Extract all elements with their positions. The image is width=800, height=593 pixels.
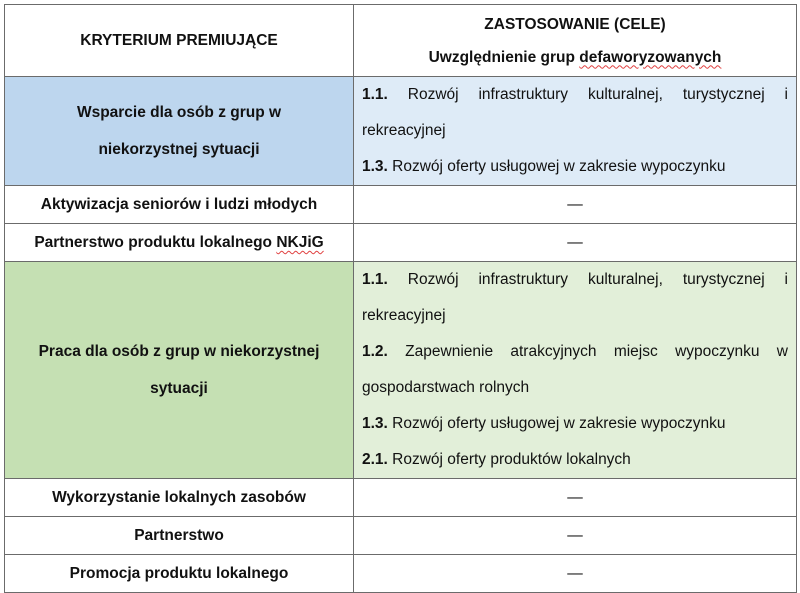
criterion-label: Wykorzystanie lokalnych zasobów <box>52 489 306 506</box>
goal-item <box>362 149 788 185</box>
goal-number: 1.3. <box>362 415 388 432</box>
goal-number: 2.1. <box>362 451 388 468</box>
criterion-cell <box>5 224 354 262</box>
goal-item <box>362 262 788 334</box>
criterion-cell <box>5 517 354 555</box>
table-row <box>5 224 797 262</box>
header-criterion-label: KRYTERIUM PREMIUJĄCE <box>80 32 278 49</box>
goals-cell <box>354 77 797 186</box>
goal-number: 1.1. <box>362 271 388 288</box>
subtitle-prefix: Uwzględnienie grup <box>428 48 580 66</box>
criterion-cell <box>5 186 354 224</box>
criterion-label: Wsparcie dla osób z grup w niekorzystnej sytuacji <box>76 104 282 158</box>
goals-cell <box>354 262 797 479</box>
goal-text: Rozwój oferty usługowej w zakresie wypoczynku <box>387 415 726 432</box>
dash-value: — <box>567 526 583 544</box>
criterion-label: Aktywizacja seniorów i ludzi młodych <box>40 196 318 213</box>
goal-text: Rozwój oferty produktów lokalnych <box>387 451 631 468</box>
header-application <box>354 5 797 77</box>
criterion-flagged-word: NKJiG <box>276 234 324 251</box>
criterion-label: Praca dla osób z grup w niekorzystnej sytuacji <box>38 343 320 397</box>
criterion-label: Promocja produktu lokalnego <box>69 565 289 582</box>
goal-text: Rozwój infrastruktury kulturalnej, turystycznej i rekreacyjnej <box>362 271 788 324</box>
value-cell <box>354 186 797 224</box>
header-application-subtitle <box>362 41 788 74</box>
criterion-cell <box>5 555 354 593</box>
value-cell <box>354 479 797 517</box>
criteria-table <box>4 4 797 593</box>
criterion-cell <box>5 262 354 479</box>
header-criterion <box>5 5 354 77</box>
table-row <box>5 262 797 479</box>
criterion-cell <box>5 77 354 186</box>
dash-value: — <box>567 233 583 251</box>
value-cell <box>354 224 797 262</box>
goal-item <box>362 334 788 406</box>
table-row <box>5 77 797 186</box>
subtitle-flagged-word: defaworyzowanych <box>579 48 722 66</box>
goal-item <box>362 442 788 478</box>
goal-text: Zapewnienie atrakcyjnych miejsc wypoczynku w gospodarstwach rolnych <box>362 343 788 396</box>
dash-value: — <box>567 564 583 582</box>
criterion-cell <box>5 479 354 517</box>
table-row <box>5 479 797 517</box>
goal-number: 1.1. <box>362 86 388 103</box>
goal-text: Rozwój oferty usługowej w zakresie wypoczynku <box>387 158 726 175</box>
goal-number: 1.2. <box>362 343 388 360</box>
value-cell <box>354 517 797 555</box>
criterion-label: Partnerstwo <box>134 527 224 544</box>
table-row <box>5 555 797 593</box>
goal-text: Rozwój infrastruktury kulturalnej, turystycznej i rekreacyjnej <box>362 86 788 139</box>
goal-item <box>362 406 788 442</box>
header-row <box>5 5 797 77</box>
dash-value: — <box>567 488 583 506</box>
value-cell <box>354 555 797 593</box>
criterion-label: Partnerstwo produktu lokalnego <box>34 234 277 251</box>
dash-value: — <box>567 195 583 213</box>
header-application-title: ZASTOSOWANIE (CELE) <box>484 15 666 33</box>
goal-number: 1.3. <box>362 158 388 175</box>
table-row <box>5 517 797 555</box>
goal-item <box>362 77 788 149</box>
table-row <box>5 186 797 224</box>
